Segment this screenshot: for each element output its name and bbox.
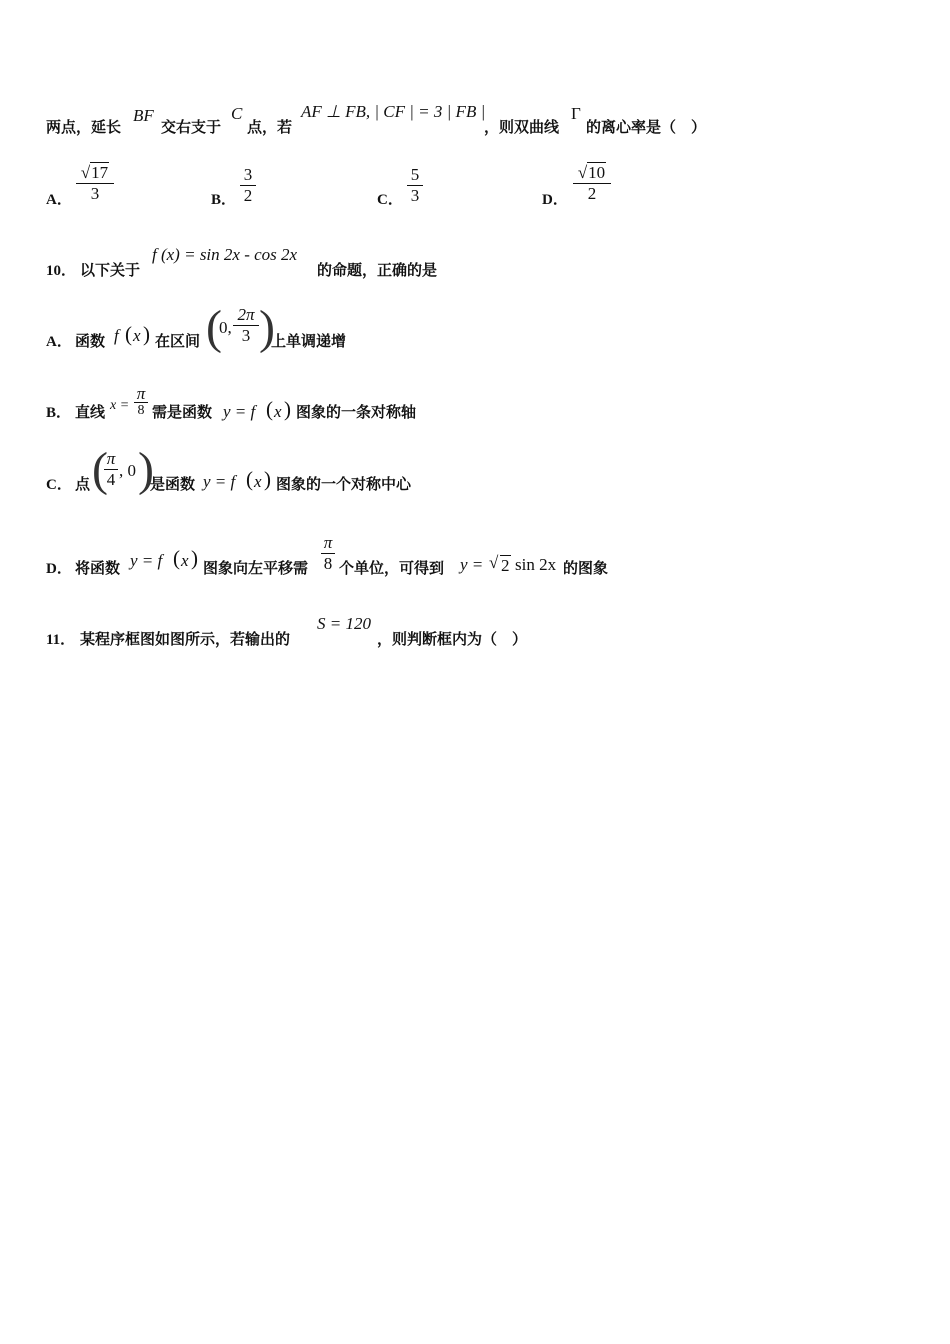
- q10-d-text-4: 的图象: [563, 559, 609, 577]
- q10-c-fraction: [104, 449, 118, 490]
- q9-option-b-num: 3: [243, 165, 253, 184]
- q10-c-paren-right: ): [264, 467, 271, 491]
- q10-b-fraction: [134, 386, 148, 419]
- q10-d-num: π: [323, 533, 333, 552]
- q10-a-den: 3: [241, 326, 251, 345]
- q10-d-paren-right: ): [191, 546, 198, 570]
- q9-option-a-fraction: √17 3: [76, 163, 114, 204]
- q11-math-s: S = 120: [317, 614, 371, 633]
- q10-d-text-3: 个单位，可得到: [339, 559, 445, 577]
- q10-a-paren-left: (: [125, 322, 132, 346]
- q9-option-a-num: 17: [91, 163, 109, 182]
- q10-a-text-2: 在区间: [155, 332, 201, 350]
- q10-b-text-1: 直线: [75, 403, 106, 421]
- q9-option-c-label: C．: [377, 192, 403, 208]
- q9-text-3: 点，若: [247, 118, 293, 136]
- q10-c-paren-left: (: [246, 467, 253, 491]
- q9-option-c-den: 3: [410, 186, 420, 205]
- q10-c-text-1: 点: [75, 475, 91, 493]
- q10-d-text-2: 图象向左平移需: [203, 559, 309, 577]
- q9-option-b-den: 2: [243, 186, 253, 205]
- q10-a-x: x: [133, 326, 141, 345]
- q10-b-y: y = f: [223, 402, 256, 421]
- q10-text-1: 以下关于: [80, 261, 141, 279]
- q10-c-label: C．: [46, 477, 72, 493]
- q10-a-interval-left: (: [206, 301, 222, 354]
- q9-math-bf: BF: [133, 106, 154, 125]
- q10-b-label: B．: [46, 405, 72, 421]
- q10-c-text-3: 图象的一个对称中心: [276, 475, 412, 493]
- q10-text-2: 的命题，正确的是: [317, 261, 438, 279]
- q9-text-1: 两点，延长: [46, 118, 122, 136]
- q10-a-label: A．: [46, 334, 72, 350]
- q10-c-y: y = f: [203, 472, 236, 491]
- q10-d-y: y = f: [130, 551, 163, 570]
- q10-d-sin: sin 2x: [515, 555, 557, 574]
- q10-b-paren-left: (: [266, 397, 273, 421]
- q10-d-y2: y =: [460, 555, 484, 574]
- q10-c-point-right: ): [138, 443, 154, 496]
- q9-option-d-label: D．: [542, 192, 568, 208]
- q10-d-text-1: 将函数: [75, 559, 121, 577]
- q10-d-label: D．: [46, 561, 72, 577]
- q10-b-text-2: 需是函数: [152, 403, 213, 421]
- q9-option-a-den: 3: [90, 184, 100, 203]
- q10-b-xv: x: [274, 402, 282, 421]
- q10-d-sqrt-sign: √: [489, 553, 499, 572]
- q9-option-b-label: B．: [211, 192, 237, 208]
- q9-text-5: 的离心率是（ ）: [586, 118, 707, 136]
- q9-text-4: ，则双曲线: [484, 118, 560, 136]
- q10-b-paren-right: ): [284, 397, 291, 421]
- q11-text-2: ，则判断框内为（ ）: [377, 630, 528, 648]
- q10-c-zero: , 0: [119, 461, 136, 480]
- q10-d-fraction: [321, 533, 335, 574]
- q10-a-text-3: 上单调递增: [271, 332, 347, 350]
- q9-option-a-label: A．: [46, 192, 72, 208]
- q10-d-paren-left: (: [173, 546, 180, 570]
- q10-a-f: f: [114, 326, 119, 345]
- q9-option-d-den: 2: [587, 184, 597, 203]
- q10-b-text-3: 图象的一条对称轴: [296, 403, 417, 421]
- q9-option-d-fraction: √10 2: [573, 163, 611, 204]
- q9-option-c-num: 5: [410, 165, 420, 184]
- q10-d-xv: x: [181, 551, 189, 570]
- q10-a-interval-right: ): [259, 301, 275, 354]
- q10-a-fraction: [233, 305, 259, 346]
- q10-function: f (x) = sin 2x - cos 2x: [152, 245, 298, 264]
- q9-option-c-fraction: [407, 165, 423, 206]
- q9-math-gamma: Γ: [571, 104, 581, 123]
- q10-c-den: 4: [106, 470, 116, 489]
- q9-text-2: 交右支于: [161, 118, 222, 136]
- q10-d-den: 8: [323, 554, 333, 573]
- q9-math-c: C: [231, 104, 243, 123]
- q10-a-zero: 0,: [219, 318, 232, 337]
- q9-math-condition: AF ⊥ FB, | CF | = 3 | FB |: [301, 102, 486, 121]
- q9-option-b-fraction: [240, 165, 256, 206]
- q10-b-num: π: [136, 384, 146, 403]
- q10-c-point-left: (: [92, 443, 108, 496]
- q11-number: 11．: [46, 632, 76, 648]
- q10-c-xv: x: [254, 472, 262, 491]
- q10-number: 10．: [46, 263, 77, 279]
- q10-b-den: 8: [137, 403, 145, 418]
- q10-a-num: 2π: [237, 305, 255, 324]
- q10-a-paren-right: ): [143, 322, 150, 346]
- q10-b-x: x =: [110, 398, 130, 413]
- q10-c-num: π: [106, 449, 116, 468]
- q10-a-text-1: 函数: [75, 332, 106, 350]
- q11-text-1: 某程序框图如图所示，若输出的: [80, 630, 291, 648]
- q10-d-sqrt-value: 2: [501, 556, 510, 575]
- q9-option-d-num: 10: [588, 163, 606, 182]
- q10-c-text-2: 是函数: [150, 475, 196, 493]
